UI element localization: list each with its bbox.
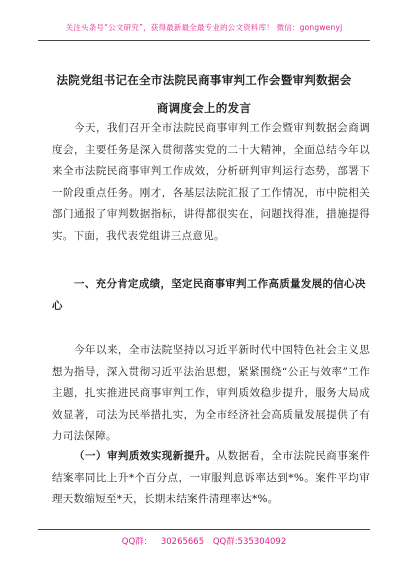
section-1-heading: 一、充分肯定成绩，坚定民商事审判工作高质量发展的信心决心 <box>52 278 366 312</box>
subsection-1-body: 从数据看，全市法院民商事案件结案率同比上升*个百分点，一审服判息诉率达到*%。案件平均审理天数缩短至*天，长期未结案件清理率达*%。 <box>52 450 370 506</box>
subsection-1-paragraph <box>52 446 370 511</box>
footer-divider <box>38 529 370 530</box>
intro-paragraph: 今天，我们召开全市法院民商事审判工作会暨审判数据会商调度会，主要任务是深入贯彻落实党的二十大精神，全面总结今年以来全市法院民商事审判工作成效，分析研判审判运行态势，部署下一阶段重点任务。刚才，各基层法院汇报了工作情况，市中院相关部门通报了审判数据指标，讲得都很实在，问题找得准，措施提得实。下面，我代表党组讲三点意见。 <box>52 122 370 242</box>
document-title <box>40 66 368 122</box>
page-footer-contact: QQ群： 30265665 QQ群:535304092 <box>121 537 287 547</box>
title-line-1: 法院党组书记在全市法院民商事审判工作会暨审判数据会 <box>56 73 352 87</box>
subsection-1-label: （一）审判质效实现新提升。 <box>74 450 217 462</box>
header-divider <box>38 40 370 41</box>
page-header-note: 关注头条号“公文研究”，获得最新最全最专业的公文资料库！ 微信：gongwenyj <box>65 23 343 32</box>
section-1-paragraph: 今年以来，全市法院坚持以习近平新时代中国特色社会主义思想为指导，深入贯彻习近平法治思想，紧紧围绕“公正与效率”工作主题，扎实推进民商事审判工作，审判质效稳步提升，服务大局成效显著，司法为民举措扎实，为全市经济社会高质量发展提供了有力司法保障。 <box>52 344 370 443</box>
title-line-2: 商调度会上的发言 <box>156 101 252 115</box>
